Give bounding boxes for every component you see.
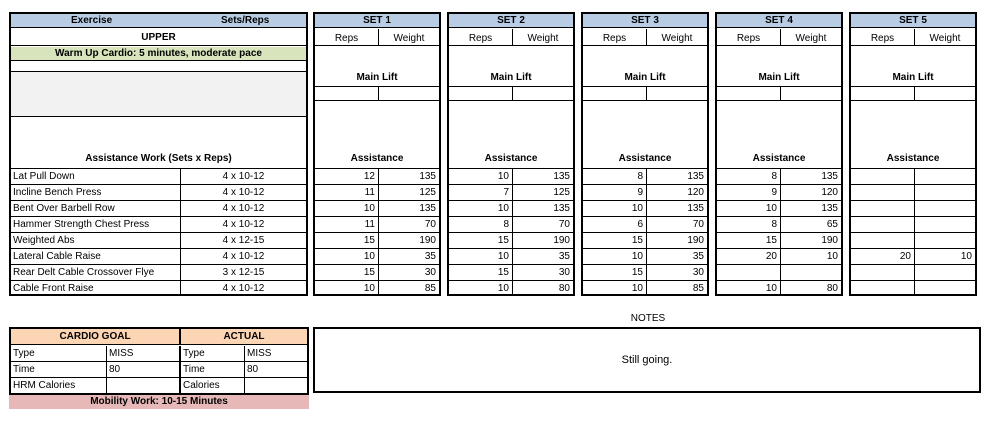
exercise-name: Cable Front Raise (11, 281, 181, 296)
weight-label: Weight (781, 29, 841, 46)
assistance-work-header: Assistance Work (Sets x Reps) (85, 153, 232, 164)
weight-value[interactable]: 120 (781, 184, 841, 200)
cardio-goal-value[interactable]: MISS (107, 346, 181, 362)
exercise-row (11, 184, 306, 200)
assistance-label: Assistance (484, 153, 538, 164)
cardio-panel (9, 327, 309, 395)
weight-value[interactable]: 190 (647, 232, 707, 248)
reps-value[interactable]: 15 (449, 232, 513, 248)
reps-label: Reps (851, 29, 915, 46)
weight-value[interactable]: 65 (781, 216, 841, 232)
cardio-goal-label: Time (11, 362, 107, 378)
reps-value[interactable]: 8 (717, 216, 781, 232)
main-lift-label: Main Lift (624, 72, 666, 83)
main-lift-reps-cell[interactable] (315, 86, 379, 101)
main-lift-label: Main Lift (758, 72, 800, 83)
weight-value[interactable]: 135 (513, 168, 573, 184)
reps-value[interactable]: 15 (315, 264, 379, 280)
reps-value[interactable]: 10 (717, 280, 781, 296)
exercise-header-row (11, 14, 306, 28)
reps-value[interactable]: 15 (315, 232, 379, 248)
set-title: SET 2 (449, 14, 573, 28)
exercise-sets-reps: 4 x 10-12 (222, 219, 265, 230)
exercise-sets-reps: 4 x 10-12 (222, 203, 265, 214)
reps-value[interactable]: 11 (315, 184, 379, 200)
exercise-name: Hammer Strength Chest Press (11, 217, 181, 232)
weight-value[interactable] (781, 264, 841, 280)
notes-box[interactable] (313, 327, 981, 393)
set-panel-3 (581, 12, 709, 296)
main-lift-reps-cell[interactable] (583, 86, 647, 101)
cardio-goal-value[interactable] (107, 378, 181, 394)
weight-value[interactable] (915, 184, 975, 200)
weight-label: Weight (379, 29, 439, 46)
weight-value[interactable]: 80 (513, 280, 573, 296)
main-lift-reps-cell[interactable] (717, 86, 781, 101)
weight-value[interactable]: 35 (379, 248, 439, 264)
reps-value[interactable]: 9 (717, 184, 781, 200)
reps-value[interactable]: 10 (583, 248, 647, 264)
reps-value[interactable]: 10 (315, 280, 379, 296)
reps-value[interactable]: 15 (717, 232, 781, 248)
exercise-name: Lateral Cable Raise (11, 249, 181, 264)
weight-value[interactable]: 70 (647, 216, 707, 232)
weight-value[interactable] (915, 216, 975, 232)
sets-reps-header: Sets/Reps (221, 15, 270, 26)
reps-value[interactable]: 10 (449, 248, 513, 264)
main-lift-weight-cell[interactable] (647, 86, 707, 101)
exercise-row (11, 216, 306, 232)
reps-value[interactable] (851, 200, 915, 216)
notes-text: Still going. (621, 354, 673, 366)
weight-value[interactable]: 10 (915, 248, 975, 264)
reps-label: Reps (315, 29, 379, 46)
reps-value[interactable]: 11 (315, 216, 379, 232)
cardio-actual-value[interactable] (245, 378, 307, 394)
assistance-label: Assistance (752, 153, 806, 164)
exercise-sets-reps: 4 x 10-12 (222, 283, 265, 294)
assistance-label: Assistance (350, 153, 404, 164)
reps-value[interactable]: 20 (717, 248, 781, 264)
weight-value[interactable] (915, 264, 975, 280)
set-title: SET 5 (851, 14, 975, 28)
weight-value[interactable]: 120 (647, 184, 707, 200)
reps-value[interactable]: 15 (449, 264, 513, 280)
weight-value[interactable]: 190 (379, 232, 439, 248)
main-lift-reps-cell[interactable] (449, 86, 513, 101)
notes-label: NOTES (630, 313, 666, 324)
weight-value[interactable]: 125 (379, 184, 439, 200)
reps-value[interactable]: 7 (449, 184, 513, 200)
exercise-panel (9, 12, 308, 296)
mobility-banner: Mobility Work: 10-15 Minutes (9, 395, 309, 409)
exercise-sets-reps: 4 x 10-12 (222, 251, 265, 262)
assistance-label: Assistance (618, 153, 672, 164)
exercise-row (11, 200, 306, 216)
weight-value[interactable]: 135 (513, 200, 573, 216)
reps-value[interactable] (717, 264, 781, 280)
reps-value[interactable]: 10 (449, 168, 513, 184)
weight-value[interactable]: 135 (379, 200, 439, 216)
weight-value[interactable]: 35 (513, 248, 573, 264)
reps-value[interactable]: 15 (583, 264, 647, 280)
main-lift-notes-area (11, 71, 306, 117)
reps-value[interactable]: 10 (315, 200, 379, 216)
set-panel-5 (849, 12, 977, 296)
set-title: SET 1 (315, 14, 439, 28)
weight-value[interactable]: 30 (647, 264, 707, 280)
weight-value[interactable]: 135 (781, 168, 841, 184)
set-panel-2 (447, 12, 575, 296)
weight-value[interactable]: 135 (647, 200, 707, 216)
reps-value[interactable]: 8 (583, 168, 647, 184)
weight-value[interactable]: 30 (513, 264, 573, 280)
reps-label: Reps (583, 29, 647, 46)
exercise-header: Exercise (71, 15, 113, 26)
reps-value[interactable]: 10 (583, 280, 647, 296)
exercise-row (11, 248, 306, 264)
reps-value[interactable]: 9 (583, 184, 647, 200)
main-lift-weight-cell[interactable] (781, 86, 841, 101)
reps-value[interactable]: 10 (717, 200, 781, 216)
cardio-goal-label: Type (11, 346, 107, 362)
reps-value[interactable] (851, 216, 915, 232)
reps-value[interactable]: 10 (315, 248, 379, 264)
weight-value[interactable]: 135 (781, 200, 841, 216)
exercise-sets-reps: 4 x 10-12 (222, 171, 265, 182)
assistance-label: Assistance (886, 153, 940, 164)
reps-value[interactable]: 10 (449, 280, 513, 296)
exercise-name: Rear Delt Cable Crossover Flye (11, 265, 181, 280)
exercise-name: Incline Bench Press (11, 185, 181, 200)
warmup-banner: Warm Up Cardio: 5 minutes, moderate pace (11, 47, 306, 61)
weight-value[interactable]: 85 (647, 280, 707, 296)
reps-value[interactable]: 8 (717, 168, 781, 184)
main-lift-label: Main Lift (892, 72, 934, 83)
weight-value[interactable]: 85 (379, 280, 439, 296)
main-lift-label: Main Lift (356, 72, 398, 83)
main-lift-reps-cell[interactable] (851, 86, 915, 101)
weight-value[interactable] (915, 200, 975, 216)
actual-header: ACTUAL (181, 329, 307, 345)
main-lift-weight-cell[interactable] (379, 86, 439, 101)
weight-value[interactable]: 135 (647, 168, 707, 184)
weight-value[interactable]: 80 (781, 280, 841, 296)
set-panel-1 (313, 12, 441, 296)
reps-value[interactable]: 10 (449, 200, 513, 216)
weight-value[interactable]: 125 (513, 184, 573, 200)
cardio-goal-label: HRM Calories (11, 378, 107, 394)
weight-value[interactable]: 190 (781, 232, 841, 248)
exercise-sets-reps: 4 x 10-12 (222, 187, 265, 198)
main-lift-weight-cell[interactable] (915, 86, 975, 101)
main-lift-label: Main Lift (490, 72, 532, 83)
cardio-actual-value[interactable]: 80 (245, 362, 307, 378)
reps-value[interactable]: 10 (583, 200, 647, 216)
cardio-actual-label: Type (181, 346, 245, 362)
exercise-sets-reps: 3 x 12-15 (222, 267, 265, 278)
set-panel-4 (715, 12, 843, 296)
weight-value[interactable] (915, 168, 975, 184)
reps-value[interactable]: 20 (851, 248, 915, 264)
reps-value[interactable]: 12 (315, 168, 379, 184)
cardio-actual-label: Calories (181, 378, 245, 394)
reps-value[interactable]: 8 (449, 216, 513, 232)
exercise-name: Lat Pull Down (11, 169, 181, 184)
weight-label: Weight (915, 29, 975, 46)
exercise-name: Bent Over Barbell Row (11, 201, 181, 216)
weight-value[interactable]: 135 (379, 168, 439, 184)
weight-label: Weight (647, 29, 707, 46)
weight-value[interactable]: 70 (513, 216, 573, 232)
reps-value[interactable] (851, 168, 915, 184)
exercise-sets-reps: 4 x 12-15 (222, 235, 265, 246)
cardio-actual-label: Time (181, 362, 245, 378)
exercise-row (11, 168, 306, 184)
reps-label: Reps (449, 29, 513, 46)
cardio-goal-value[interactable]: 80 (107, 362, 181, 378)
reps-value[interactable]: 6 (583, 216, 647, 232)
reps-value[interactable] (851, 184, 915, 200)
main-lift-weight-cell[interactable] (513, 86, 573, 101)
set-title: SET 3 (583, 14, 707, 28)
weight-value[interactable]: 30 (379, 264, 439, 280)
weight-value[interactable] (915, 280, 975, 296)
reps-value[interactable]: 15 (583, 232, 647, 248)
exercise-row (11, 264, 306, 280)
set-title: SET 4 (717, 14, 841, 28)
exercise-row (11, 280, 306, 296)
reps-value[interactable] (851, 264, 915, 280)
exercise-name: Weighted Abs (11, 233, 181, 248)
day-label: UPPER (11, 29, 306, 46)
reps-label: Reps (717, 29, 781, 46)
reps-value[interactable] (851, 232, 915, 248)
weight-value[interactable] (915, 232, 975, 248)
exercise-row (11, 232, 306, 248)
weight-value[interactable]: 35 (647, 248, 707, 264)
reps-value[interactable] (851, 280, 915, 296)
weight-value[interactable]: 70 (379, 216, 439, 232)
weight-label: Weight (513, 29, 573, 46)
cardio-goal-header: CARDIO GOAL (11, 329, 181, 345)
weight-value[interactable]: 10 (781, 248, 841, 264)
cardio-actual-value[interactable]: MISS (245, 346, 307, 362)
weight-value[interactable]: 190 (513, 232, 573, 248)
